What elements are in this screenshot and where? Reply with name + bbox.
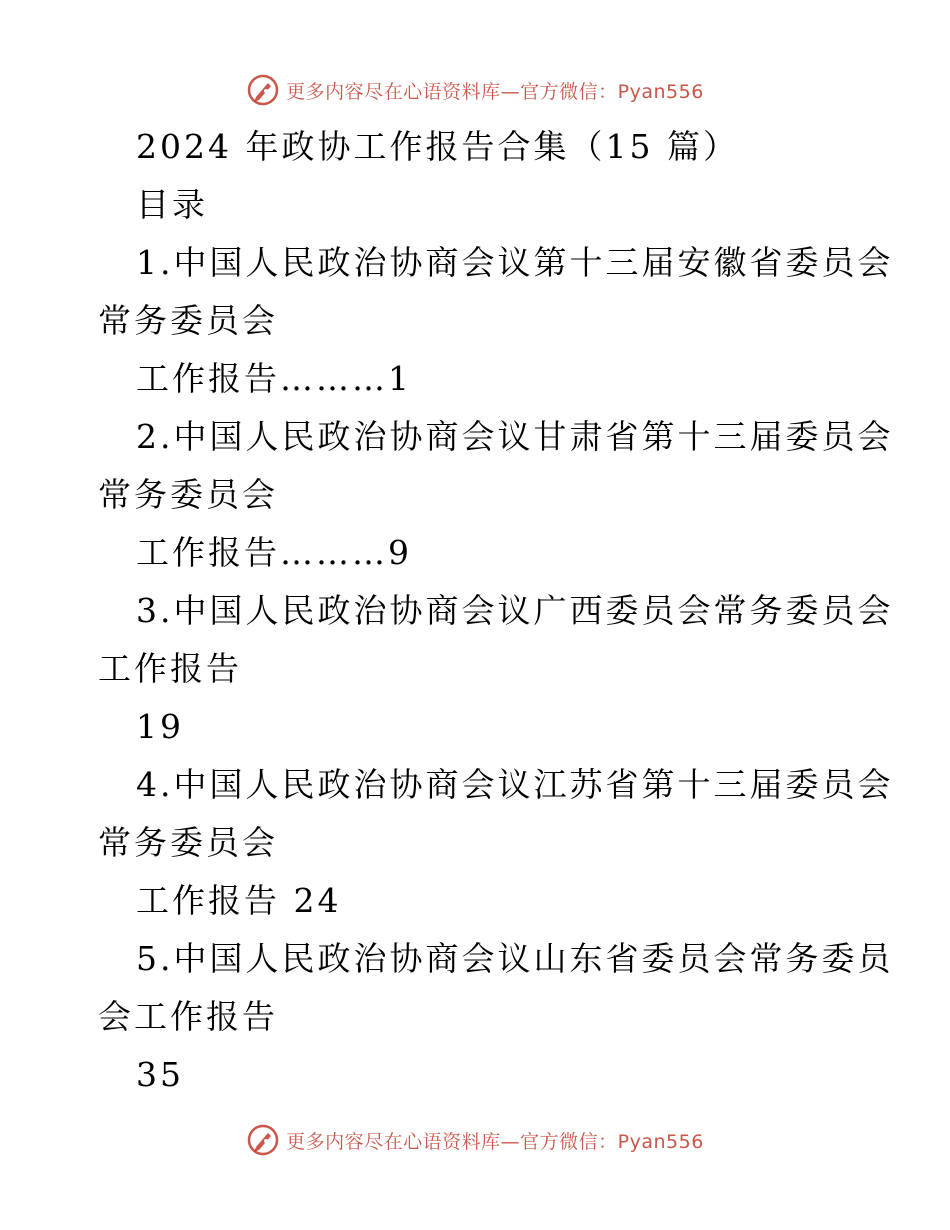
- toc-entry-2: [98, 408, 894, 582]
- pen-logo-icon: [246, 1123, 280, 1157]
- toc-entry-page: 工作报告………1: [136, 359, 412, 398]
- toc-entry-line: 工作报告: [98, 649, 242, 688]
- toc-entry-page: 工作报告………9: [136, 533, 412, 572]
- watermark-text: 更多内容尽在心语资料库—官方微信：Pyan556: [286, 1130, 704, 1153]
- toc-entry-1: [98, 234, 894, 408]
- footer-watermark: [0, 1120, 950, 1160]
- toc-heading: 目录: [136, 185, 208, 224]
- toc-entry-line: 常务委员会: [98, 475, 278, 514]
- toc-entry-line: 常务委员会: [98, 301, 278, 340]
- toc-entry-line: 3.中国人民政治协商会议广西委员会常务委员会: [136, 591, 894, 630]
- toc-entry-page: 35: [136, 1055, 184, 1094]
- toc-entry-line: 会工作报告: [98, 997, 278, 1036]
- toc-entry-3: [98, 582, 894, 756]
- watermark-text: 更多内容尽在心语资料库—官方微信：Pyan556: [286, 80, 704, 103]
- toc-entry-page: 19: [136, 707, 184, 746]
- toc-entry-page: 工作报告 24: [136, 881, 342, 920]
- toc-entry-line: 1.中国人民政治协商会议第十三届安徽省委员会: [136, 243, 894, 282]
- toc-entry-4: [98, 756, 894, 930]
- toc-entry-line: 4.中国人民政治协商会议江苏省第十三届委员会: [136, 765, 894, 804]
- header-watermark: [0, 70, 950, 110]
- toc-entry-5: [98, 930, 894, 1104]
- toc-entry-line: 5.中国人民政治协商会议山东省委员会常务委员: [136, 939, 894, 978]
- document-title: 2024 年政协工作报告合集（15 篇）: [136, 127, 739, 166]
- document-body: [98, 118, 894, 1104]
- toc-entry-line: 2.中国人民政治协商会议甘肃省第十三届委员会: [136, 417, 894, 456]
- toc-entry-line: 常务委员会: [98, 823, 278, 862]
- pen-logo-icon: [246, 73, 280, 107]
